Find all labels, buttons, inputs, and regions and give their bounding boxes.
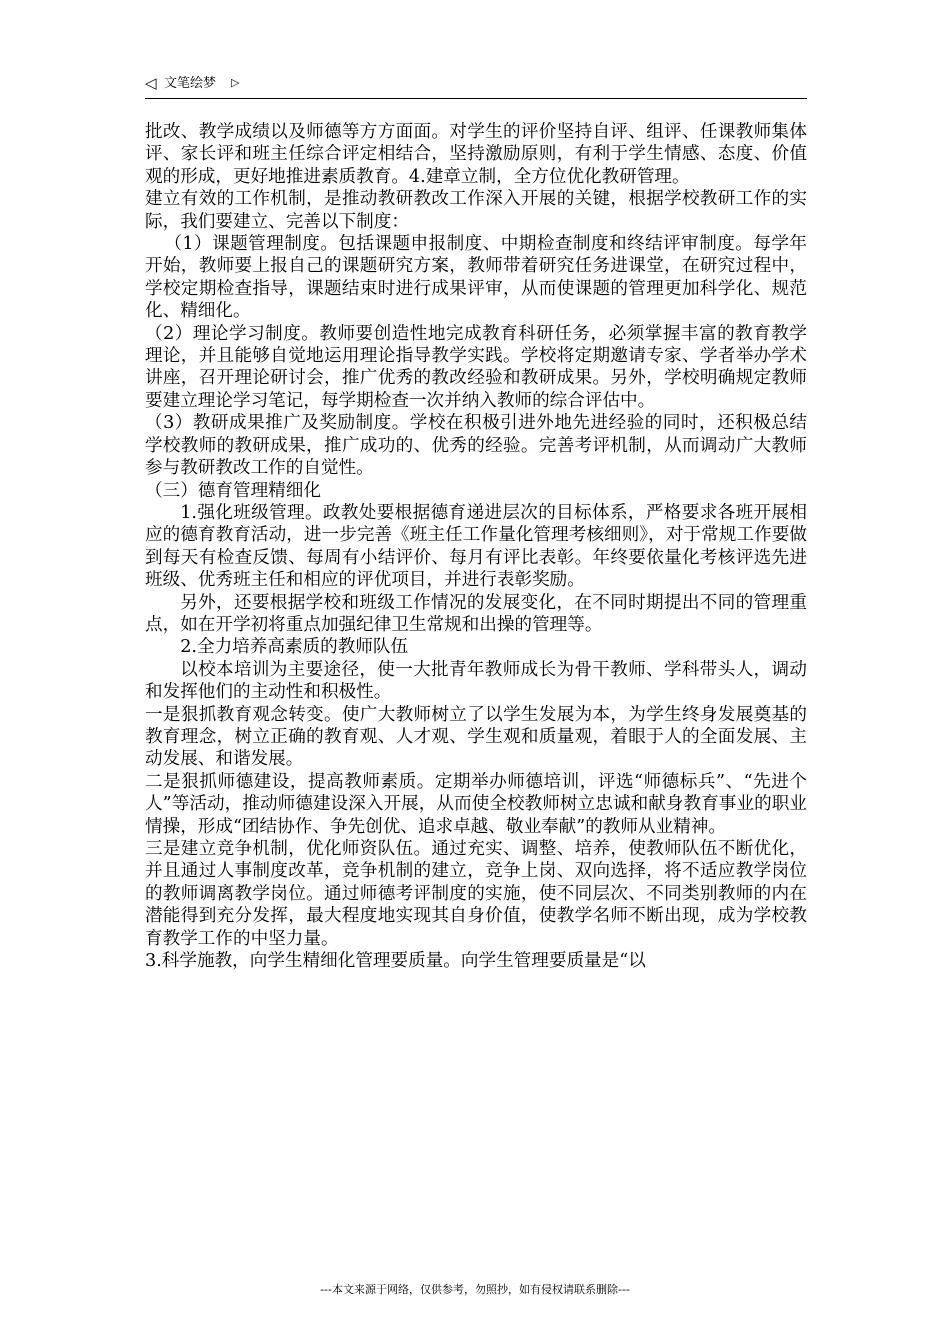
triangle-left-icon: ◁ (145, 74, 157, 92)
paragraph: （2）理论学习制度。教师要创造性地完成教育科研任务，必须掌握丰富的教育教学理论，并且能够自觉地运用理论指导教学实践。学校将定期邀请专家、学者举办学术讲座，召开理论研讨会，推广优秀的教改经验和教研成果。另外，学校明确规定教师要建立理论学习笔记，每学期检查一次并纳入教师的综合评估中。 (145, 323, 807, 411)
section-heading: （三）德育管理精细化 (145, 480, 321, 501)
paragraph: 一是狠抓教育观念转变。使广大教师树立了以学生发展为本，为学生终身发展奠基的教育理念，树立正确的教育观、人才观、学生观和质量观，着眼于人的全面发展、主动发展、和谐发展。 (145, 704, 807, 770)
triangle-right-icon: ▷ (231, 76, 240, 89)
paragraph: 二是狠抓师德建设，提高教师素质。定期举办师德培训，评选“师德标兵”、“先进个人”等活动，推动师德建设深入开展，从而使全校教师树立忠诚和献身教育事业的职业情操，形成“团结协作、争先创优、追求卓越、敬业奉献”的教师从业精神。 (145, 771, 807, 837)
header-brand: 文笔绘梦 (164, 76, 217, 91)
paragraph: 以校本培训为主要途径，使一大批青年教师成长为骨干教师、学科带头人，调动和发挥他们的主动性和积极性。 (145, 659, 807, 703)
paragraph: 3.科学施教，向学生精细化管理要质量。向学生管理要质量是“以 (145, 951, 646, 972)
page-footer: ---本文来源于网络，仅供参考，勿照抄，如有侵权请联系删除--- (320, 1283, 630, 1296)
page-header (145, 72, 807, 99)
paragraph: 建立有效的工作机制，是推动教研教改工作深入开展的关键，根据学校教研工作的实际，我们要建立、完善以下制度： (145, 189, 807, 232)
paragraph: 批改、教学成绩以及师德等方方面面。对学生的评价坚持自评、组评、任课教师集体评、家长评和班主任综合评定相结合，坚持激励原则，有利于学生情感、态度、价值观的形成，更好地推进素质教育。4.建章立制，全方位优化教研管理。 (145, 122, 807, 187)
subsection-heading: 2.全力培养高素质的教师队伍 (180, 637, 409, 658)
document-body (145, 121, 807, 972)
paragraph: （3）教研成果推广及奖励制度。学校在积极引进外地先进经验的同时，还积极总结学校教师的教研成果，推广成功的、优秀的经验。完善考评机制，从而调动广大教师参与教研教改工作的自觉性。 (145, 413, 807, 479)
paragraph: （1）课题管理制度。包括课题申报制度、中期检查制度和终结评审制度。每学年开始，教师要上报自己的课题研究方案，教师带着研究任务进课堂，在研究过程中，学校定期检查指导，课题结束时进行成果评审，从而使课题的管理更加科学化、规范化、精细化。 (145, 234, 807, 322)
paragraph: 1.强化班级管理。政教处要根据德育递进层次的目标体系，严格要求各班开展相应的德育教育活动，进一步完善《班主任工作量化管理考核细则》，对于常规工作要做到每天有检查反馈、每周有小结评价、每月有评比表彰。年终要依量化考核评选先进班级、优秀班主任和相应的评优项目，并进行表彰奖励。 (145, 502, 807, 591)
paragraph: 三是建立竞争机制，优化师资队伍。通过充实、调整、培养，使教师队伍不断优化，并且通过人事制度改革，竞争机制的建立，竞争上岗、双向选择，将不适应教学岗位的教师调离教学岗位。通过师德考评制度的实施，使不同层次、不同类别教师的内在潜能得到充分发挥，最大程度地实现其自身价值，使教学名师不断出现，成为学校教育教学工作的中坚力量。 (145, 839, 807, 949)
paragraph: 另外，还要根据学校和班级工作情况的发展变化，在不同时期提出不同的管理重点，如在开学初将重点加强纪律卫生常规和出操的管理等。 (145, 592, 807, 635)
